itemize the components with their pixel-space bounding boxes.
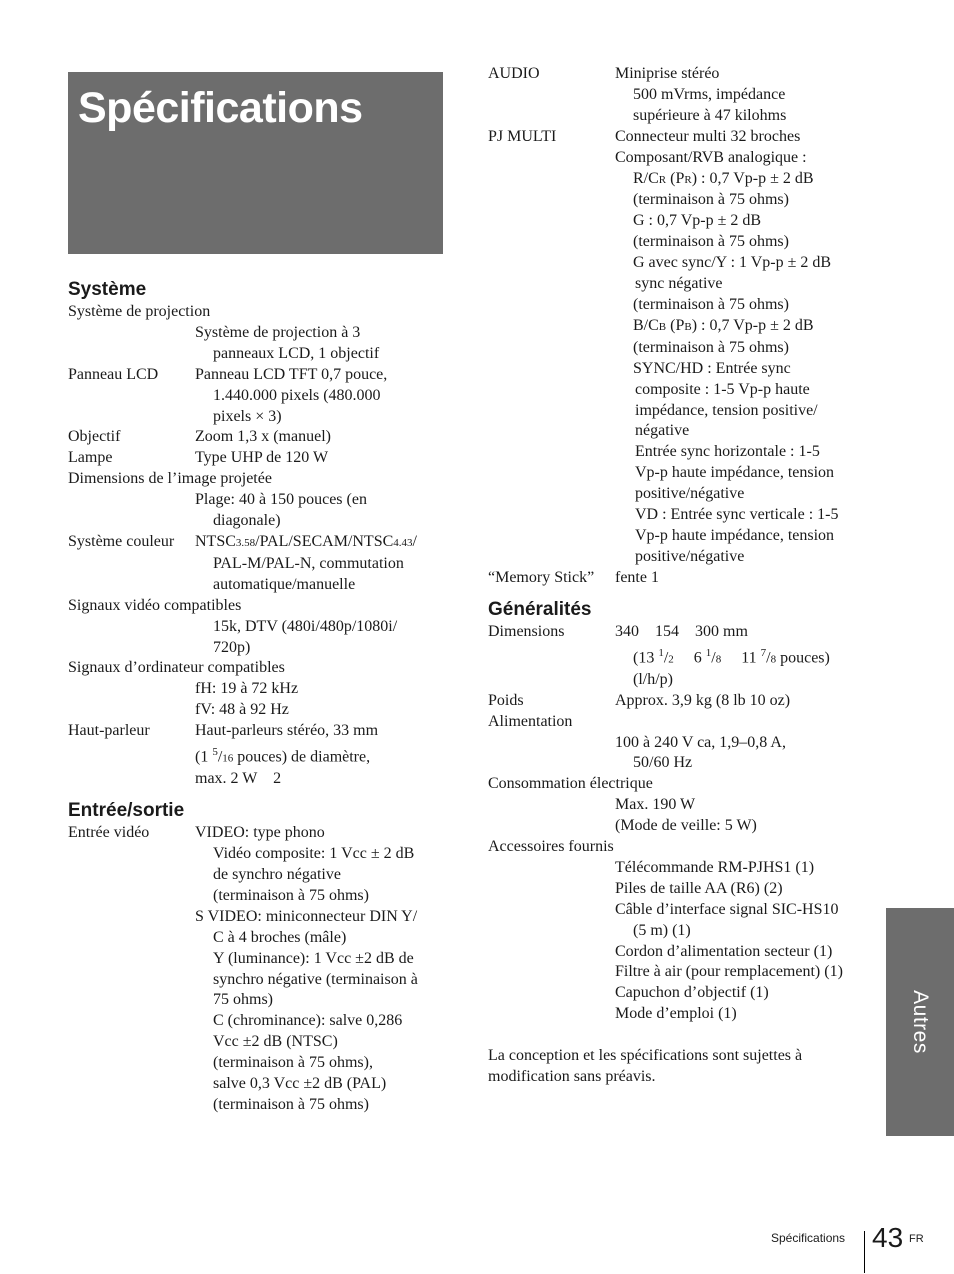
spec-line: Capuchon d’objectif (1) xyxy=(615,984,769,1002)
spec-line: Accessoires fournis xyxy=(488,838,614,856)
spec-line: SYNC/HD : Entrée sync xyxy=(633,359,791,377)
spec-key: Système couleur xyxy=(68,532,175,550)
text-part: / xyxy=(663,648,669,666)
spec-line: (terminaison à 75 ohms) xyxy=(633,191,789,209)
spec-line: Signaux d’ordinateur compatibles xyxy=(68,659,285,677)
spec-value: Zoom 1,3 x (manuel) xyxy=(195,428,331,446)
spec-line: Vcc ±2 dB (NTSC) xyxy=(213,1033,338,1051)
spec-line: (terminaison à 75 ohms) xyxy=(633,233,789,251)
spec-line: Y (luminance): 1 Vcc ±2 dB de xyxy=(213,949,414,967)
spec-line: (terminaison à 75 ohms) xyxy=(213,886,369,904)
spec-line xyxy=(68,742,448,769)
subscript: 16 xyxy=(222,752,234,765)
text-part: ) : 0,7 Vp-p ± 2 dB xyxy=(691,316,814,334)
right-column xyxy=(488,64,868,1088)
text-part: ) : 0,7 Vp-p ± 2 dB xyxy=(691,169,814,187)
footer-divider xyxy=(864,1231,865,1273)
left-column xyxy=(68,278,448,1116)
spec-line: 15k, DTV (480i/480p/1080i/ xyxy=(213,617,398,635)
superscript: 5 xyxy=(212,746,218,759)
note-line: modification sans préavis. xyxy=(488,1068,656,1086)
spec-line: (l/h/p) xyxy=(633,670,673,688)
footer-section-label: Spécifications xyxy=(771,1231,846,1245)
text-part: / xyxy=(412,532,417,550)
spec-row xyxy=(68,365,448,386)
spec-row xyxy=(488,64,868,85)
spec-line: positive/négative xyxy=(635,485,745,503)
spec-line: automatique/manuelle xyxy=(213,575,356,593)
language-code: FR xyxy=(909,1233,924,1245)
superscript: 7 xyxy=(760,646,767,659)
spec-line xyxy=(488,169,868,191)
spec-line: Max. 190 W xyxy=(615,796,696,814)
section-heading-generalites: Généralités xyxy=(488,598,592,620)
spacer xyxy=(488,1025,868,1046)
spec-row xyxy=(68,532,448,554)
spec-value: Connecteur multi 32 broches xyxy=(615,127,801,145)
spec-value: fente 1 xyxy=(615,568,659,586)
side-tab-autres xyxy=(886,908,954,1136)
spec-line: Vidéo composite: 1 Vcc ± 2 dB xyxy=(213,845,415,863)
spec-key: Panneau LCD xyxy=(68,365,159,383)
title-box xyxy=(68,72,443,254)
superscript: 1 xyxy=(705,646,712,659)
spec-row xyxy=(488,568,868,589)
spec-line xyxy=(488,643,868,670)
spec-line: C à 4 broches (mâle) xyxy=(213,928,347,946)
spec-value: Type UHP de 120 W xyxy=(195,449,329,467)
spec-line: Signaux vidéo compatibles xyxy=(68,596,242,614)
spec-row xyxy=(68,448,448,469)
section-heading-entree: Entrée/sortie xyxy=(68,800,185,822)
spec-key: AUDIO xyxy=(488,65,540,82)
spec-line: pixels × 3) xyxy=(213,407,282,425)
text-part: NTSC xyxy=(195,532,236,550)
spec-key: Lampe xyxy=(68,449,113,467)
spec-value: Miniprise stéréo xyxy=(615,65,720,82)
text-part: (P xyxy=(666,316,685,334)
spec-line: Plage: 40 à 150 pouces (en xyxy=(195,491,367,509)
spec-line: Alimentation xyxy=(488,712,573,730)
subscript: 4.43 xyxy=(393,536,413,549)
spec-line: panneaux LCD, 1 objectif xyxy=(213,344,380,362)
spec-line: (Mode de veille: 5 W) xyxy=(615,817,757,835)
spec-line: PAL-M/PAL-N, commutation xyxy=(213,554,404,572)
text-part: /PAL/SECAM/NTSC xyxy=(255,532,394,550)
spec-line: 75 ohms) xyxy=(213,991,273,1009)
spec-key: “Memory Stick” xyxy=(488,568,595,586)
spec-line: Vp-p haute impédance, tension xyxy=(635,526,835,544)
spec-line: Piles de taille AA (R6) (2) xyxy=(615,879,783,897)
spec-line: Filtre à air (pour remplacement) (1) xyxy=(615,963,843,981)
spec-line: supérieure à 47 kilohms xyxy=(633,106,787,124)
spec-line xyxy=(488,316,868,338)
text-part: R/C xyxy=(633,169,659,187)
page-number: 43 xyxy=(872,1222,904,1253)
spec-line: VD : Entrée sync verticale : 1-5 xyxy=(635,506,839,524)
spec-row xyxy=(488,622,868,643)
spec-line: impédance, tension positive/ xyxy=(635,401,818,419)
spec-line: Entrée sync horizontale : 1-5 xyxy=(635,443,820,461)
spec-line: positive/négative xyxy=(635,547,745,565)
spec-line: 50/60 Hz xyxy=(633,754,693,772)
text-part: pouces) xyxy=(776,648,830,666)
small-caps: R xyxy=(658,173,667,186)
text-part: B/C xyxy=(633,316,659,334)
spec-value: VIDEO: type phono xyxy=(195,824,325,842)
spec-line: (terminaison à 75 ohms) xyxy=(213,1095,369,1113)
spec-line: salve 0,3 Vcc ±2 dB (PAL) xyxy=(213,1075,387,1093)
spec-line: fH: 19 à 72 kHz xyxy=(195,680,299,698)
spec-line: Dimensions de l’image projetée xyxy=(68,470,272,488)
subscript: 2 xyxy=(668,652,674,665)
spec-value: Approx. 3,9 kg (8 lb 10 oz) xyxy=(615,691,791,709)
spec-line: G : 0,7 Vp-p ± 2 dB xyxy=(633,212,762,230)
spec-line: Cordon d’alimentation secteur (1) xyxy=(615,942,833,960)
spec-key: PJ MULTI xyxy=(488,127,557,145)
small-caps: B xyxy=(684,320,692,333)
text-part: (P xyxy=(666,169,685,187)
spec-line: max. 2 W 2 xyxy=(195,770,282,788)
spec-line: Câble d’interface signal SIC-HS10 xyxy=(615,900,839,918)
spec-line: négative xyxy=(635,422,690,440)
page-title: Spécifications xyxy=(78,84,363,132)
spec-line: S VIDEO: miniconnecteur DIN Y/ xyxy=(195,907,418,925)
subscript: 8 xyxy=(770,652,777,665)
spec-line: (terminaison à 75 ohms) xyxy=(633,338,789,356)
spec-row xyxy=(68,721,448,742)
text-part: / xyxy=(711,648,716,666)
spec-line: fV: 48 à 92 Hz xyxy=(195,701,289,719)
spec-line: Composant/RVB analogique : xyxy=(615,148,807,166)
text-part: (13 xyxy=(633,648,659,666)
spec-line: (terminaison à 75 ohms), xyxy=(213,1054,373,1072)
spec-value: 340 154 300 mm xyxy=(615,622,748,640)
spec-value: Panneau LCD TFT 0,7 pouce, xyxy=(195,365,388,383)
spec-line: diagonale) xyxy=(213,512,281,530)
spec-row xyxy=(488,691,868,712)
section-heading-systeme: Système xyxy=(68,279,147,300)
spec-value xyxy=(195,533,417,550)
spec-line: (5 m) (1) xyxy=(633,921,691,939)
spec-line: 1.440.000 pixels (480.000 xyxy=(213,386,381,404)
spec-line: Télécommande RM-PJHS1 (1) xyxy=(615,858,815,876)
text-part: (1 xyxy=(195,748,213,766)
spec-key: Poids xyxy=(488,691,524,709)
note-line: La conception et les spécifications sont sujettes à xyxy=(488,1047,803,1065)
spec-line: Système de projection xyxy=(68,303,211,320)
spec-value: Haut-parleurs stéréo, 33 mm xyxy=(195,722,379,740)
spec-line: C (chrominance): salve 0,286 xyxy=(213,1012,403,1030)
text-part: 11 xyxy=(721,648,761,666)
subscript: 3.58 xyxy=(235,536,256,549)
spec-line: Consommation électrique xyxy=(488,775,653,793)
spec-key: Dimensions xyxy=(488,622,565,640)
spec-line: synchro négative (terminaison à xyxy=(213,970,418,988)
text-part: / xyxy=(766,648,771,666)
spec-key: Entrée vidéo xyxy=(68,824,150,842)
spec-line: 720p) xyxy=(213,638,251,656)
spec-line: 500 mVrms, impédance xyxy=(633,85,786,103)
spec-line: (terminaison à 75 ohms) xyxy=(633,295,789,313)
superscript: 1 xyxy=(658,646,664,659)
small-caps: R xyxy=(684,173,692,186)
spec-line: G avec sync/Y : 1 Vp-p ± 2 dB xyxy=(633,254,832,272)
spec-line: composite : 1-5 Vp-p haute xyxy=(635,380,810,398)
spec-line: Système de projection à 3 xyxy=(195,323,361,341)
side-tab-label: Autres xyxy=(909,990,932,1054)
spec-line: sync négative xyxy=(635,275,723,293)
spec-key: Haut-parleur xyxy=(68,722,150,740)
spec-row xyxy=(488,127,868,148)
spec-row xyxy=(68,427,448,448)
text-part: 6 xyxy=(673,648,706,666)
subscript: 8 xyxy=(715,652,722,665)
text-part: pouces) de diamètre, xyxy=(233,748,371,766)
small-caps: B xyxy=(658,320,667,333)
spec-line: 100 à 240 V ca, 1,9–0,8 A, xyxy=(615,733,786,751)
spec-row xyxy=(68,823,448,844)
spec-key: Objectif xyxy=(68,428,121,446)
text-part: / xyxy=(217,748,223,766)
spec-line: de synchro négative xyxy=(213,865,341,883)
spec-line: Vp-p haute impédance, tension xyxy=(635,464,835,482)
spec-line: Mode d’emploi (1) xyxy=(615,1005,737,1023)
